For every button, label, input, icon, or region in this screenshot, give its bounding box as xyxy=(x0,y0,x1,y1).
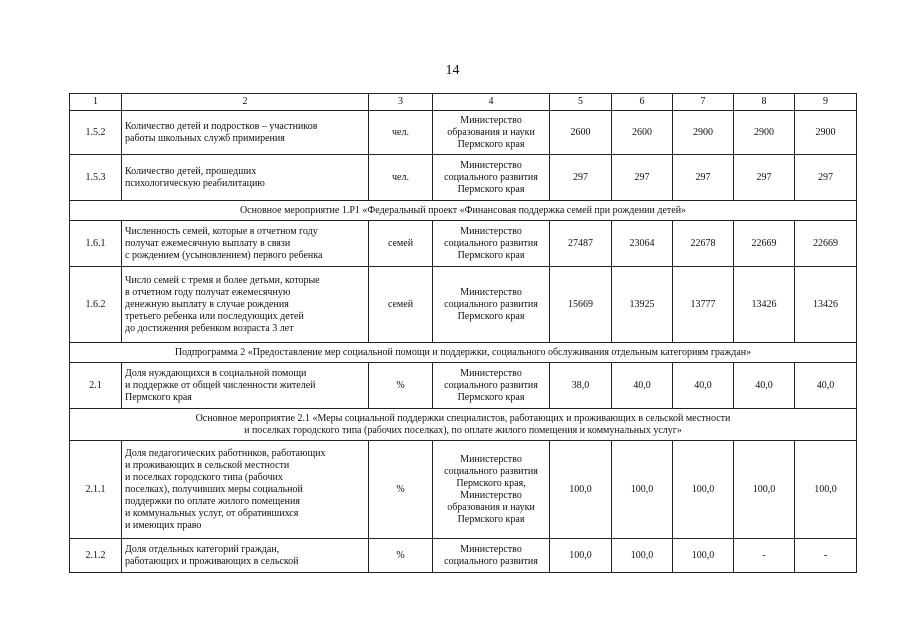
indicator-name-line: Численность семей, которые в отчетном году xyxy=(125,225,318,237)
indicator-name-line: денежную выплату в случае рождения xyxy=(125,298,289,310)
value-cell: 13777 xyxy=(673,267,734,343)
section-row xyxy=(70,201,857,221)
row-number-cell: 2.1.1 xyxy=(70,441,122,539)
value-cell: 297 xyxy=(734,155,795,201)
indicator-name-line: работы школьных служб примирения xyxy=(125,132,285,144)
value-cell: 100,0 xyxy=(795,441,857,539)
value-cell: 100,0 xyxy=(673,441,734,539)
header-cell: 9 xyxy=(795,94,857,111)
value-cell: 297 xyxy=(612,155,673,201)
responsible-org-cell xyxy=(433,441,550,539)
indicator-name-line: Пермского края xyxy=(125,391,192,403)
indicator-name-line: и поддержке от общей численности жителей xyxy=(125,379,316,391)
row-number-cell: 1.6.2 xyxy=(70,267,122,343)
header-cell: 4 xyxy=(433,94,550,111)
indicator-name-line: Доля нуждающихся в социальной помощи xyxy=(125,367,307,379)
table-row xyxy=(70,441,857,539)
indicator-name-line: в отчетном году получат ежемесячную xyxy=(125,286,291,298)
value-cell: 40,0 xyxy=(795,363,857,409)
responsible-org-line: Пермского края, xyxy=(456,477,526,489)
header-cell: 3 xyxy=(369,94,433,111)
responsible-org-cell xyxy=(433,267,550,343)
row-number-cell: 1.5.2 xyxy=(70,111,122,155)
value-cell: 2600 xyxy=(550,111,612,155)
table-header-row xyxy=(70,94,857,111)
responsible-org-cell xyxy=(433,221,550,267)
indicator-name-cell xyxy=(122,221,369,267)
value-cell: 100,0 xyxy=(673,539,734,573)
responsible-org-line: Министерство xyxy=(460,159,522,171)
indicator-name-line: получат ежемесячную выплату в связи xyxy=(125,237,291,249)
value-cell: 22669 xyxy=(734,221,795,267)
indicator-name-line: и имеющих право xyxy=(125,519,202,531)
table-row xyxy=(70,363,857,409)
responsible-org-line: социального развития xyxy=(444,298,538,310)
indicators-table xyxy=(69,93,857,573)
indicator-name-cell xyxy=(122,539,369,573)
indicator-name-line: Количество детей и подростков – участников xyxy=(125,120,318,132)
page-number: 14 xyxy=(445,63,460,78)
indicator-name-line: поселках), получивших меры социальной xyxy=(125,483,303,495)
unit-cell: чел. xyxy=(369,111,433,155)
indicator-name-line: и поселках городского типа (рабочих xyxy=(125,471,283,483)
value-cell: 2900 xyxy=(673,111,734,155)
row-number-cell: 1.5.3 xyxy=(70,155,122,201)
value-cell: 297 xyxy=(673,155,734,201)
responsible-org-line: Министерство xyxy=(460,543,522,555)
indicator-name-line: с рождением (усыновлением) первого ребенка xyxy=(125,249,323,261)
row-number-cell: 2.1 xyxy=(70,363,122,409)
section-title-line: и поселках городского типа (рабочих поселках), по оплате жилого помещения и коммунальных услуг» xyxy=(244,424,682,436)
table-row xyxy=(70,155,857,201)
value-cell: 100,0 xyxy=(734,441,795,539)
section-row xyxy=(70,409,857,441)
indicator-name-cell xyxy=(122,267,369,343)
value-cell: 2600 xyxy=(612,111,673,155)
responsible-org-line: Министерство xyxy=(460,225,522,237)
indicator-name-line: третьего ребенка или последующих детей xyxy=(125,310,304,322)
table-row xyxy=(70,111,857,155)
value-cell: 297 xyxy=(550,155,612,201)
value-cell: - xyxy=(734,539,795,573)
indicator-name-cell xyxy=(122,363,369,409)
table-row xyxy=(70,267,857,343)
value-cell: 100,0 xyxy=(612,539,673,573)
table-row xyxy=(70,221,857,267)
value-cell: 100,0 xyxy=(550,441,612,539)
indicator-name-cell xyxy=(122,441,369,539)
responsible-org-line: Пермского края xyxy=(457,513,525,525)
indicator-name-line: Количество детей, прошедших xyxy=(125,165,257,177)
indicator-name-cell xyxy=(122,155,369,201)
table-row xyxy=(70,539,857,573)
value-cell: 297 xyxy=(795,155,857,201)
responsible-org-cell xyxy=(433,539,550,573)
value-cell: 27487 xyxy=(550,221,612,267)
responsible-org-line: Пермского края xyxy=(457,249,525,261)
unit-cell: % xyxy=(369,363,433,409)
indicator-name-line: психологическую реабилитацию xyxy=(125,177,265,189)
header-cell: 2 xyxy=(122,94,369,111)
value-cell: 23064 xyxy=(612,221,673,267)
unit-cell: чел. xyxy=(369,155,433,201)
responsible-org-line: Министерство xyxy=(460,489,522,501)
value-cell: 100,0 xyxy=(612,441,673,539)
header-cell: 8 xyxy=(734,94,795,111)
unit-cell: семей xyxy=(369,221,433,267)
row-number-cell: 1.6.1 xyxy=(70,221,122,267)
value-cell: 15669 xyxy=(550,267,612,343)
value-cell: 22678 xyxy=(673,221,734,267)
header-cell: 6 xyxy=(612,94,673,111)
section-title xyxy=(70,343,857,363)
section-title-line: Основное мероприятие 1.P1 «Федеральный проект «Финансовая поддержка семей при рождении детей» xyxy=(239,204,687,216)
value-cell: 40,0 xyxy=(673,363,734,409)
responsible-org-line: образования и науки xyxy=(447,126,535,138)
indicator-name-line: до достижения ребенком возраста 3 лет xyxy=(125,322,294,334)
indicator-name-line: Доля педагогических работников, работающих xyxy=(125,447,326,459)
responsible-org-line: социального развития xyxy=(444,379,538,391)
responsible-org-line: социального развития xyxy=(444,171,538,183)
indicator-name-line: Число семей с тремя и более детьми, которые xyxy=(125,274,320,286)
indicator-name-line: работающих и проживающих в сельской xyxy=(125,555,299,567)
responsible-org-line: образования и науки xyxy=(447,501,535,513)
indicator-name-line: и проживающих в сельской местности xyxy=(125,459,290,471)
unit-cell: % xyxy=(369,441,433,539)
responsible-org-line: социального развития xyxy=(444,555,538,567)
indicator-name-line: Доля отдельных категорий граждан, xyxy=(125,543,280,555)
responsible-org-line: Пермского края xyxy=(457,310,525,322)
value-cell: 13925 xyxy=(612,267,673,343)
responsible-org-cell xyxy=(433,111,550,155)
value-cell: - xyxy=(795,539,857,573)
responsible-org-line: Министерство xyxy=(460,453,522,465)
responsible-org-line: Пермского края xyxy=(457,138,525,150)
value-cell: 22669 xyxy=(795,221,857,267)
responsible-org-line: социального развития xyxy=(444,237,538,249)
value-cell: 13426 xyxy=(795,267,857,343)
header-cell: 1 xyxy=(70,94,122,111)
responsible-org-line: Министерство xyxy=(460,114,522,126)
responsible-org-cell xyxy=(433,155,550,201)
unit-cell: семей xyxy=(369,267,433,343)
value-cell: 40,0 xyxy=(734,363,795,409)
responsible-org-line: социального развития xyxy=(444,465,538,477)
row-number-cell: 2.1.2 xyxy=(70,539,122,573)
responsible-org-line: Пермского края xyxy=(457,183,525,195)
header-cell: 7 xyxy=(673,94,734,111)
section-title xyxy=(70,409,857,441)
value-cell: 100,0 xyxy=(550,539,612,573)
section-title-line: Основное мероприятие 2.1 «Меры социальной поддержки специалистов, работающих и проживающих в сельской местности xyxy=(195,412,731,424)
indicator-name-line: поддержки по оплате жилого помещения xyxy=(125,495,300,507)
responsible-org-line: Министерство xyxy=(460,286,522,298)
section-title-line: Подпрограмма 2 «Предоставление мер социальной помощи и поддержки, социального обслуживания отдельным категориям граждан» xyxy=(174,346,752,358)
responsible-org-cell xyxy=(433,363,550,409)
value-cell: 38,0 xyxy=(550,363,612,409)
responsible-org-line: Министерство xyxy=(460,367,522,379)
section-row xyxy=(70,343,857,363)
value-cell: 13426 xyxy=(734,267,795,343)
value-cell: 2900 xyxy=(795,111,857,155)
header-cell: 5 xyxy=(550,94,612,111)
unit-cell: % xyxy=(369,539,433,573)
indicator-name-cell xyxy=(122,111,369,155)
value-cell: 2900 xyxy=(734,111,795,155)
indicator-name-line: и коммунальных услуг, от обратившихся xyxy=(125,507,299,519)
section-title xyxy=(70,201,857,221)
value-cell: 40,0 xyxy=(612,363,673,409)
responsible-org-line: Пермского края xyxy=(457,391,525,403)
